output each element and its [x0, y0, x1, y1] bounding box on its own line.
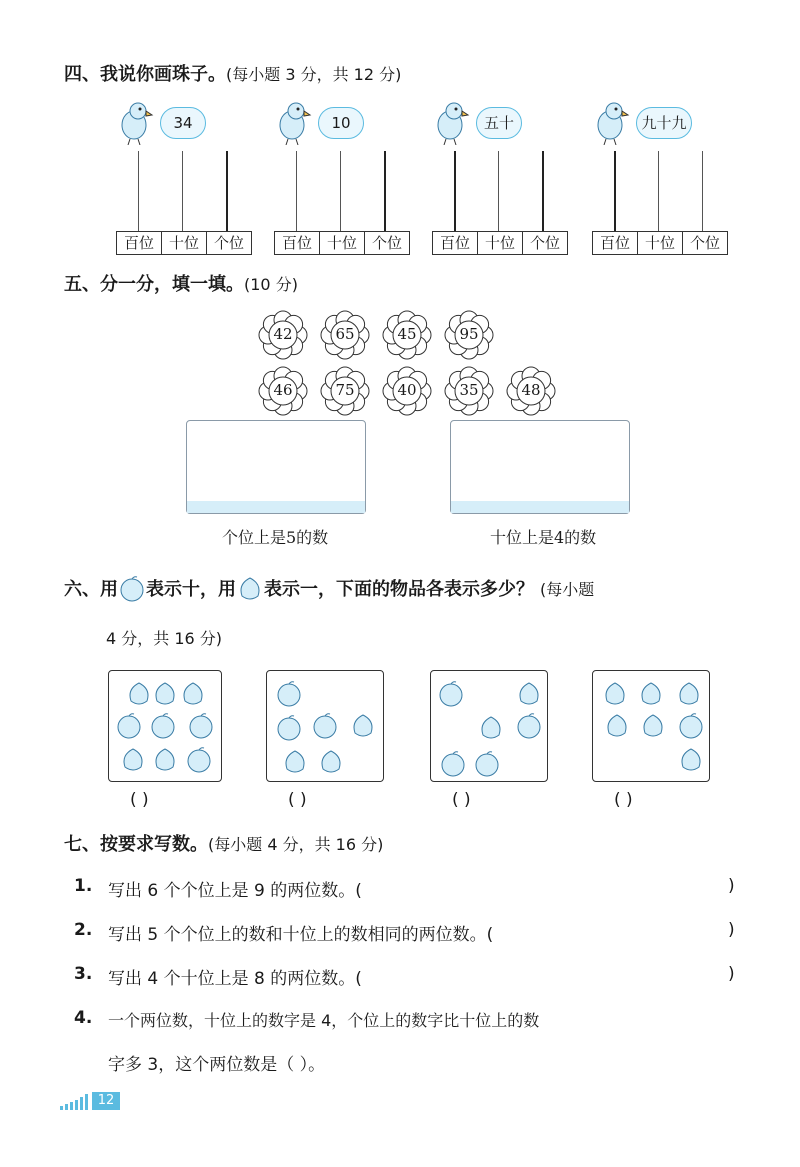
place-labels [116, 231, 252, 255]
number-cloud: 10 [318, 107, 364, 139]
label-hundreds: 百位 [116, 231, 161, 255]
flower-number [506, 366, 556, 416]
label-hundreds: 百位 [432, 231, 477, 255]
parrot-icon [108, 99, 158, 145]
answer-paren-3: ( ) [452, 790, 471, 810]
flower-number [258, 366, 308, 416]
flower-value: 48 [521, 381, 541, 399]
apple-icon [439, 749, 467, 777]
place-labels [274, 231, 410, 255]
sort-box-left [186, 420, 366, 514]
apple-icon [275, 713, 303, 741]
answer-paren-4: ( ) [614, 790, 633, 810]
apple-icon [473, 749, 501, 777]
label-ones: 个位 [364, 231, 410, 255]
rod-tens [340, 151, 341, 231]
flower-value: 46 [273, 381, 293, 399]
box-wave [451, 501, 629, 513]
peach-icon [637, 679, 665, 707]
section6-title-a: 六、用 [64, 579, 118, 600]
place-labels [592, 231, 728, 255]
peach-icon [601, 679, 629, 707]
flower-number [382, 310, 432, 360]
parrot-icon [266, 99, 316, 145]
section4-title: 四、我说你画珠子。 [64, 64, 226, 85]
flower-number [320, 366, 370, 416]
flower-number [258, 310, 308, 360]
section7-heading [64, 830, 383, 856]
flower-value: 42 [273, 325, 293, 343]
abacus-1 [100, 95, 270, 255]
peach-icon [515, 679, 543, 707]
rod-tens [498, 151, 499, 231]
question-1-number: 1. [74, 876, 93, 896]
rod-ones [226, 151, 228, 231]
flower-number [382, 366, 432, 416]
answer-paren-1: ( ) [130, 790, 149, 810]
peach-icon [603, 711, 631, 739]
peach-icon [281, 747, 309, 775]
apple-icon [149, 711, 177, 739]
section5-title: 五、分一分，填一填。 [64, 274, 244, 295]
place-labels [432, 231, 568, 255]
rod-hundreds [296, 151, 297, 231]
question-3-close: ) [728, 964, 735, 984]
rod-ones [542, 151, 544, 231]
box-right-caption: 十位上是4的数 [490, 528, 597, 547]
rod-tens [182, 151, 183, 231]
fruit-box-2 [266, 670, 384, 782]
question-2-close: ) [728, 920, 735, 940]
flower-number [444, 366, 494, 416]
rod-hundreds [138, 151, 139, 231]
peach-icon [317, 747, 345, 775]
abacus-2 [258, 95, 428, 255]
number-cloud: 九十九 [636, 107, 692, 139]
peach-icon [236, 574, 264, 602]
section6-note-b: 4 分，共 16 分) [106, 629, 223, 648]
flower-value: 45 [397, 325, 417, 343]
apple-icon [437, 679, 465, 707]
flower-value: 95 [459, 325, 479, 343]
rod-ones [702, 151, 703, 231]
peach-icon [675, 679, 703, 707]
label-ones: 个位 [206, 231, 252, 255]
abacus-3 [416, 95, 586, 255]
section6-heading [64, 574, 594, 602]
apple-icon [275, 679, 303, 707]
sort-box-right [450, 420, 630, 514]
question-4-number: 4. [74, 1008, 93, 1028]
rod-tens [658, 151, 659, 231]
peach-icon [125, 679, 153, 707]
apple-icon [187, 711, 215, 739]
label-hundreds: 百位 [592, 231, 637, 255]
peach-icon [477, 713, 505, 741]
fruit-box-3 [430, 670, 548, 782]
section6-note-a: (每小题 [540, 579, 595, 599]
question-4-continuation: 字多 3，这个两位数是（ ）。 [108, 1055, 326, 1075]
apple-icon [185, 745, 213, 773]
flower-value: 35 [459, 381, 479, 399]
section5-note: (10 分) [244, 275, 298, 294]
rod-hundreds [614, 151, 616, 231]
question-3-text: 写出 4 个十位上是 8 的两位数。( [108, 969, 362, 989]
number-cloud: 34 [160, 107, 206, 139]
rod-hundreds [454, 151, 456, 231]
number-cloud: 五十 [476, 107, 522, 139]
peach-icon [349, 711, 377, 739]
peach-icon [151, 679, 179, 707]
apple-icon [515, 711, 543, 739]
question-1-close: ) [728, 876, 735, 896]
flower-value: 40 [397, 381, 417, 399]
peach-icon [119, 745, 147, 773]
question-4-text: 一个两位数，十位上的数字是 4，个位上的数字比十位上的数 [108, 1011, 540, 1030]
section6-note-line [106, 626, 222, 649]
bar-steps-icon [60, 1094, 90, 1110]
section5-heading [64, 270, 298, 296]
flower-number [444, 310, 494, 360]
flower-number [320, 310, 370, 360]
section7-note: (每小题 4 分，共 16 分) [208, 835, 384, 854]
section4-note: (每小题 3 分，共 12 分) [226, 65, 402, 84]
question-3-number: 3. [74, 964, 93, 984]
rod-ones [384, 151, 386, 231]
fruit-box-1 [108, 670, 222, 782]
flower-value: 65 [335, 325, 355, 343]
section6-title-c: 表示一，下面的物品各表示多少？ [264, 579, 534, 600]
apple-icon [118, 574, 146, 602]
parrot-icon [424, 99, 474, 145]
label-tens: 十位 [477, 231, 522, 255]
parrot-icon [584, 99, 634, 145]
apple-icon [311, 711, 339, 739]
page-number: 12 [92, 1092, 120, 1110]
peach-icon [151, 745, 179, 773]
label-ones: 个位 [682, 231, 728, 255]
section6-title-b: 表示十，用 [146, 579, 236, 600]
label-hundreds: 百位 [274, 231, 319, 255]
box-wave [187, 501, 365, 513]
peach-icon [677, 745, 705, 773]
flower-value: 75 [335, 381, 355, 399]
question-1-text: 写出 6 个个位上是 9 的两位数。( [108, 881, 362, 901]
label-ones: 个位 [522, 231, 568, 255]
label-tens: 十位 [161, 231, 206, 255]
peach-icon [179, 679, 207, 707]
label-tens: 十位 [637, 231, 682, 255]
section4-heading [64, 60, 401, 86]
fruit-box-4 [592, 670, 710, 782]
question-2-text: 写出 5 个个位上的数和十位上的数相同的两位数。( [108, 925, 494, 945]
abacus-4 [576, 95, 746, 255]
apple-icon [115, 711, 143, 739]
question-2-number: 2. [74, 920, 93, 940]
box-left-caption: 个位上是5的数 [222, 528, 329, 547]
label-tens: 十位 [319, 231, 364, 255]
apple-icon [677, 711, 705, 739]
peach-icon [639, 711, 667, 739]
answer-paren-2: ( ) [288, 790, 307, 810]
section7-title: 七、按要求写数。 [64, 834, 208, 855]
